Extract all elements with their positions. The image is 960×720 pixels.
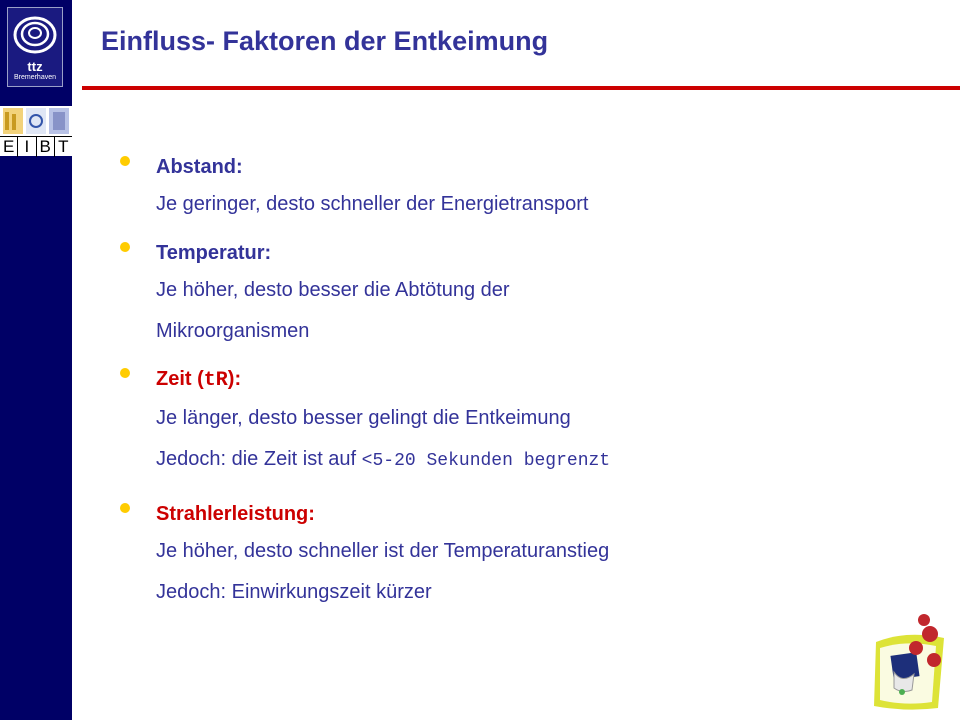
eibt-letters [0, 136, 72, 157]
bullet-heading [156, 362, 610, 398]
eibt-logo [0, 106, 72, 156]
bullet-line: Je höher, desto besser die Abtötung der [156, 279, 510, 301]
bullet-line: Jedoch: Einwirkungszeit kürzer [156, 581, 432, 603]
bullet-heading: Abstand: [156, 156, 243, 178]
swirl-icon [8, 10, 62, 60]
bullet-heading: Strahlerleistung: [156, 503, 315, 525]
bullet-line: Je höher, desto schneller ist der Temperaturanstieg [156, 540, 610, 562]
bullet-line: Je länger, desto besser gelingt die Entkeimung [156, 407, 571, 429]
ttz-logo-subtitle: Bremerhaven [13, 74, 57, 81]
bullet-strahlerleistung [120, 497, 609, 613]
bullet-abstand [120, 150, 588, 225]
slide-title: Einfluss- Faktoren der Entkeimung [101, 26, 549, 56]
bullet-heading: Temperatur: [156, 242, 272, 264]
sidebar [0, 0, 72, 720]
decorative-figure-icon [866, 612, 952, 712]
bullet-heading-main: Zeit ( [156, 368, 204, 390]
eibt-letter: T [58, 137, 69, 156]
bullet-temperatur [120, 236, 510, 352]
bullet-line [156, 439, 610, 482]
bullet-heading-symbol: tR [203, 369, 228, 392]
bullet-heading-end: ): [227, 368, 242, 390]
title-divider [82, 86, 960, 90]
bullet-dot-icon [120, 156, 130, 166]
bullet-dot-icon [120, 242, 130, 252]
eibt-letter: I [18, 137, 36, 157]
eibt-letter: B [37, 137, 55, 157]
bullet-line: Mikroorganismen [156, 320, 310, 342]
bullet-dot-icon [120, 368, 130, 378]
ttz-logo-text: ttz [27, 59, 43, 74]
ttz-logo [7, 7, 63, 87]
bullet-zeit [120, 362, 610, 482]
bullet-line-prefix: Jedoch: die Zeit ist auf [156, 448, 362, 470]
bullet-line: Je geringer, desto schneller der Energietransport [156, 193, 589, 215]
bullet-line-limit: <5-20 Sekunden begrenzt [361, 451, 611, 471]
bullet-dot-icon [120, 503, 130, 513]
eibt-letter: E [0, 137, 18, 157]
eibt-tiles-icon [3, 108, 69, 134]
